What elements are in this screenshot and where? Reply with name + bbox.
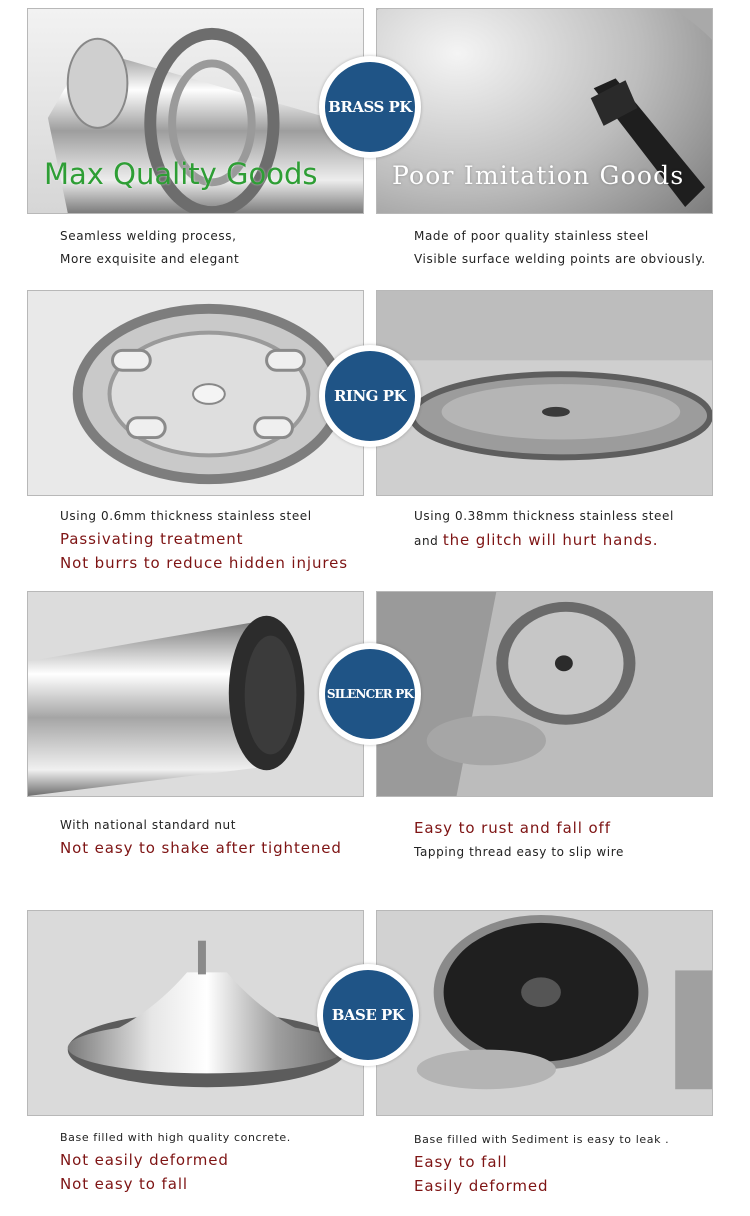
silencer-right-caption-2: Tapping thread easy to slip wire	[414, 845, 624, 859]
ring-left-caption-2: Passivating treatment	[60, 530, 244, 548]
ring-right-caption-2-prefix: and	[414, 534, 439, 548]
ring-pk-badge	[319, 345, 421, 447]
base-right-caption-2: Easy to fall	[414, 1153, 508, 1171]
base-right-caption-1: Base filled with Sediment is easy to leak .	[414, 1133, 670, 1146]
ring-left-caption-3: Not burrs to reduce hidden injures	[60, 554, 348, 572]
ring-pk-label: RING PK	[325, 351, 415, 441]
base-pk-label: BASE PK	[323, 970, 413, 1060]
base-poor-photo	[376, 910, 713, 1116]
brass-pk-label: BRASS PK	[325, 62, 415, 152]
max-quality-goods-label: Max Quality Goods	[44, 157, 318, 191]
poor-imitation-goods-label: Poor Imitation Goods	[392, 161, 685, 190]
silencer-left-caption-1: With national standard nut	[60, 818, 237, 832]
brass-poor-photo	[376, 8, 713, 214]
brass-right-caption-2: Visible surface welding points are obviously.	[414, 252, 706, 266]
brass-left-caption-2: More exquisite and elegant	[60, 252, 240, 266]
silencer-pk-label: SILENCER PK	[325, 649, 415, 739]
base-pk-badge	[317, 964, 419, 1066]
brass-good-photo	[27, 8, 364, 214]
base-good-photo	[27, 910, 364, 1116]
ring-good-photo	[27, 290, 364, 496]
ring-poor-photo	[376, 290, 713, 496]
ring-right-caption-2	[414, 531, 658, 549]
base-left-caption-2: Not easily deformed	[60, 1151, 229, 1169]
ring-right-caption-1: Using 0.38mm thickness stainless steel	[414, 509, 674, 523]
silencer-good-photo	[27, 591, 364, 797]
silencer-pk-badge	[319, 643, 421, 745]
ring-right-caption-2-red: the glitch will hurt hands.	[442, 531, 659, 549]
brass-left-caption-1: Seamless welding process,	[60, 229, 237, 243]
silencer-poor-photo	[376, 591, 713, 797]
base-left-caption-3: Not easy to fall	[60, 1175, 188, 1193]
base-right-caption-3: Easily deformed	[414, 1177, 549, 1195]
brass-right-caption-1: Made of poor quality stainless steel	[414, 229, 649, 243]
ring-left-caption-1: Using 0.6mm thickness stainless steel	[60, 509, 312, 523]
base-left-caption-1: Base filled with high quality concrete.	[60, 1131, 291, 1144]
silencer-left-caption-2: Not easy to shake after tightened	[60, 839, 342, 857]
brass-pk-badge	[319, 56, 421, 158]
silencer-right-caption-1: Easy to rust and fall off	[414, 819, 611, 837]
